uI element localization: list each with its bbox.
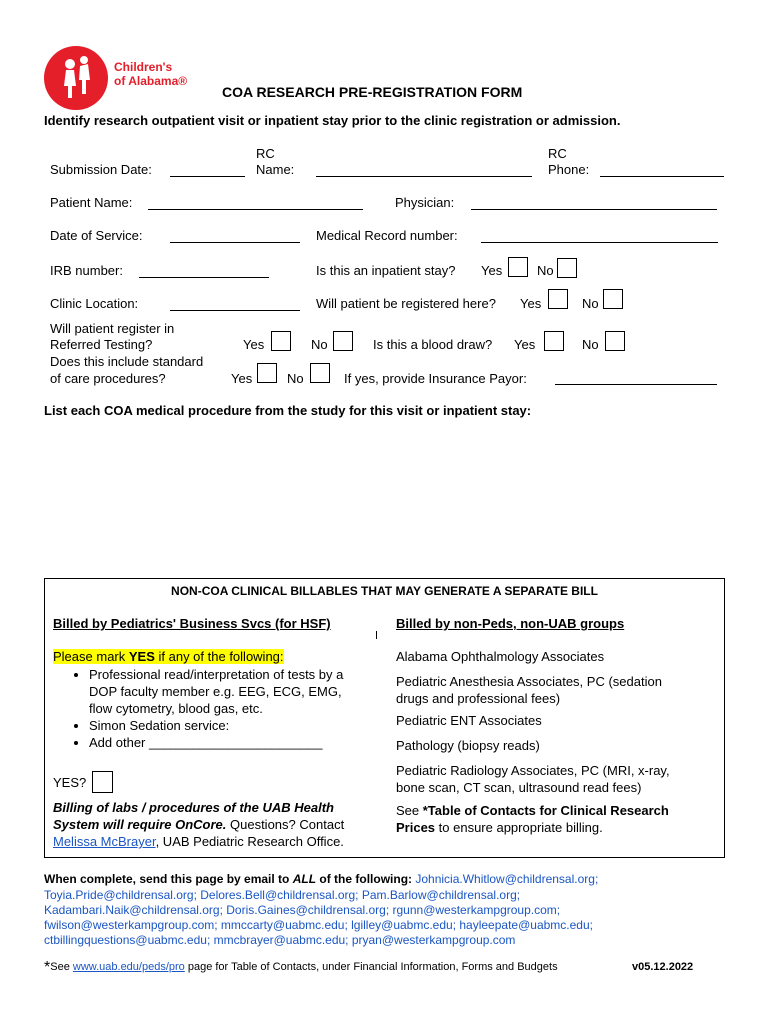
- irb-number-field[interactable]: [139, 277, 269, 278]
- registered-yes-label: Yes: [520, 296, 542, 311]
- email-address-line-3[interactable]: Kadambari.Naik@childrensal.org; Doris.Gaines@childrensal.org; rgunn@westerkampgroup.com;: [44, 903, 561, 917]
- referred-yes-checkbox[interactable]: [271, 331, 291, 351]
- registered-yes-checkbox[interactable]: [548, 289, 568, 309]
- right-item-anesthesia: Pediatric Anesthesia Associates, PC (sedation drugs and professional fees): [396, 674, 662, 706]
- patient-name-label: Patient Name:: [50, 195, 133, 210]
- email-address-line-2[interactable]: Toyia.Pride@childrensal.org; Delores.Bell@childrensal.org; Pam.Barlow@childrensal.org;: [44, 888, 521, 902]
- rc-name-field[interactable]: [316, 176, 532, 177]
- billing-note: Billing of labs / procedures of the UAB Health System will require OnCore. Questions? Contact Melissa McBrayer, UAB Pediatric Research Office.: [53, 800, 345, 849]
- standard-care-no-label: No: [287, 371, 304, 386]
- blood-draw-yes-checkbox[interactable]: [544, 331, 564, 351]
- yes-checkbox[interactable]: [92, 771, 113, 793]
- rc-phone-label-2: Phone:: [548, 162, 590, 177]
- form-instruction: Identify research outpatient visit or inpatient stay prior to the clinic registration or admission.: [44, 113, 621, 128]
- clinic-location-label: Clinic Location:: [50, 296, 139, 311]
- email-address-line-4[interactable]: fwilson@westerkampgroup.com; mmccarty@uabmc.edu; lgilley@uabmc.edu; hayleepate@uabmc.edu;: [44, 918, 593, 932]
- date-of-service-label: Date of Service:: [50, 228, 143, 243]
- email-intro: When complete, send this page by email to ALL of the following: Johnicia.Whitlow@childrensal.org;: [44, 872, 599, 886]
- version-label: v05.12.2022: [632, 961, 694, 973]
- footer-note: *See www.uab.edu/peds/pro page for Table of Contacts, under Financial Information, Forms and Budgets: [44, 959, 558, 976]
- procedures-area[interactable]: [44, 422, 723, 572]
- referred-no-checkbox[interactable]: [333, 331, 353, 351]
- right-item-ophthalmology: Alabama Ophthalmology Associates: [396, 649, 605, 664]
- page-title: COA RESEARCH PRE-REGISTRATION FORM: [222, 84, 523, 100]
- registered-no-checkbox[interactable]: [603, 289, 623, 309]
- standard-care-yes-checkbox[interactable]: [257, 363, 277, 383]
- insurance-payor-label: If yes, provide Insurance Payor:: [344, 371, 527, 386]
- standard-care-label-2: of care procedures?: [50, 371, 166, 386]
- see-table-note: See *Table of Contacts for Clinical Research Prices to ensure appropriate billing.: [396, 803, 669, 835]
- inpatient-yes-checkbox[interactable]: [508, 257, 528, 277]
- billables-bullet-list: [45, 666, 365, 751]
- right-item-radiology: Pediatric Radiology Associates, PC (MRI, x-ray, bone scan, CT scan, ultrasound read fees): [396, 763, 670, 795]
- blood-draw-label: Is this a blood draw?: [373, 337, 493, 352]
- patient-name-field[interactable]: [148, 209, 363, 210]
- blood-draw-no-label: No: [582, 337, 599, 352]
- physician-field[interactable]: [471, 209, 717, 210]
- rc-phone-field[interactable]: [600, 176, 724, 177]
- right-item-ent: Pediatric ENT Associates: [396, 713, 542, 728]
- column-divider: [376, 631, 377, 639]
- clinic-location-field[interactable]: [170, 310, 300, 311]
- right-column-heading: Billed by non-Peds, non-UAB groups: [396, 616, 625, 631]
- inpatient-no-label: No: [537, 263, 554, 278]
- billables-heading: NON-COA CLINICAL BILLABLES THAT MAY GENERATE A SEPARATE BILL: [171, 584, 598, 598]
- date-of-service-field[interactable]: [170, 242, 300, 243]
- left-column-heading: Billed by Pediatrics' Business Svcs (for HSF): [53, 616, 331, 631]
- standard-care-no-checkbox[interactable]: [310, 363, 330, 383]
- bullet-add-other: • Add other ________________________: [89, 734, 365, 751]
- physician-label: Physician:: [395, 195, 455, 210]
- procedures-heading: List each COA medical procedure from the study for this visit or inpatient stay:: [44, 403, 532, 418]
- inpatient-stay-label: Is this an inpatient stay?: [316, 263, 456, 278]
- referred-no-label: No: [311, 337, 328, 352]
- childrens-logo-icon: [44, 46, 108, 110]
- submission-date-field[interactable]: [170, 176, 245, 177]
- referred-testing-label-2: Referred Testing?: [50, 337, 153, 352]
- yes-question-label: YES?: [53, 775, 87, 790]
- logo-wordmark: Children's of Alabama®: [114, 60, 188, 88]
- inpatient-no-checkbox[interactable]: [557, 258, 577, 278]
- uab-peds-link[interactable]: www.uab.edu/peds/pro: [72, 961, 185, 973]
- inpatient-yes-label: Yes: [481, 263, 503, 278]
- rc-phone-label-1: RC: [548, 146, 567, 161]
- medical-record-field[interactable]: [481, 242, 718, 243]
- rc-name-label-1: RC: [256, 146, 275, 161]
- insurance-payor-field[interactable]: [555, 384, 717, 385]
- referred-yes-label: Yes: [243, 337, 265, 352]
- medical-record-label: Medical Record number:: [316, 228, 458, 243]
- email-address-line-5[interactable]: ctbillingquestions@uabmc.edu; mmcbrayer@uabmc.edu; pryan@westerkampgroup.com: [44, 933, 516, 947]
- bullet-professional-read: • Professional read/interpretation of tests by a DOP faculty member e.g. EEG, ECG, EMG, flow cytometry, blood gas, etc.: [89, 666, 365, 717]
- blood-draw-no-checkbox[interactable]: [605, 331, 625, 351]
- mark-yes-instruction: Please mark YES if any of the following:: [53, 649, 284, 664]
- rc-name-label-2: Name:: [256, 162, 295, 177]
- billables-panel: [44, 578, 725, 858]
- submission-date-label: Submission Date:: [50, 162, 152, 177]
- registered-here-label: Will patient be registered here?: [316, 296, 496, 311]
- email-address-line-1[interactable]: Johnicia.Whitlow@childrensal.org;: [415, 872, 599, 886]
- standard-care-yes-label: Yes: [231, 371, 253, 386]
- right-item-pathology: Pathology (biopsy reads): [396, 738, 540, 753]
- blood-draw-yes-label: Yes: [514, 337, 536, 352]
- bullet-simon-sedation: • Simon Sedation service:: [89, 717, 365, 734]
- registered-no-label: No: [582, 296, 599, 311]
- melissa-mcbrayer-link[interactable]: Melissa McBrayer: [53, 834, 156, 849]
- standard-care-label-1: Does this include standard: [50, 354, 204, 369]
- referred-testing-label-1: Will patient register in: [50, 321, 175, 336]
- irb-number-label: IRB number:: [50, 263, 123, 278]
